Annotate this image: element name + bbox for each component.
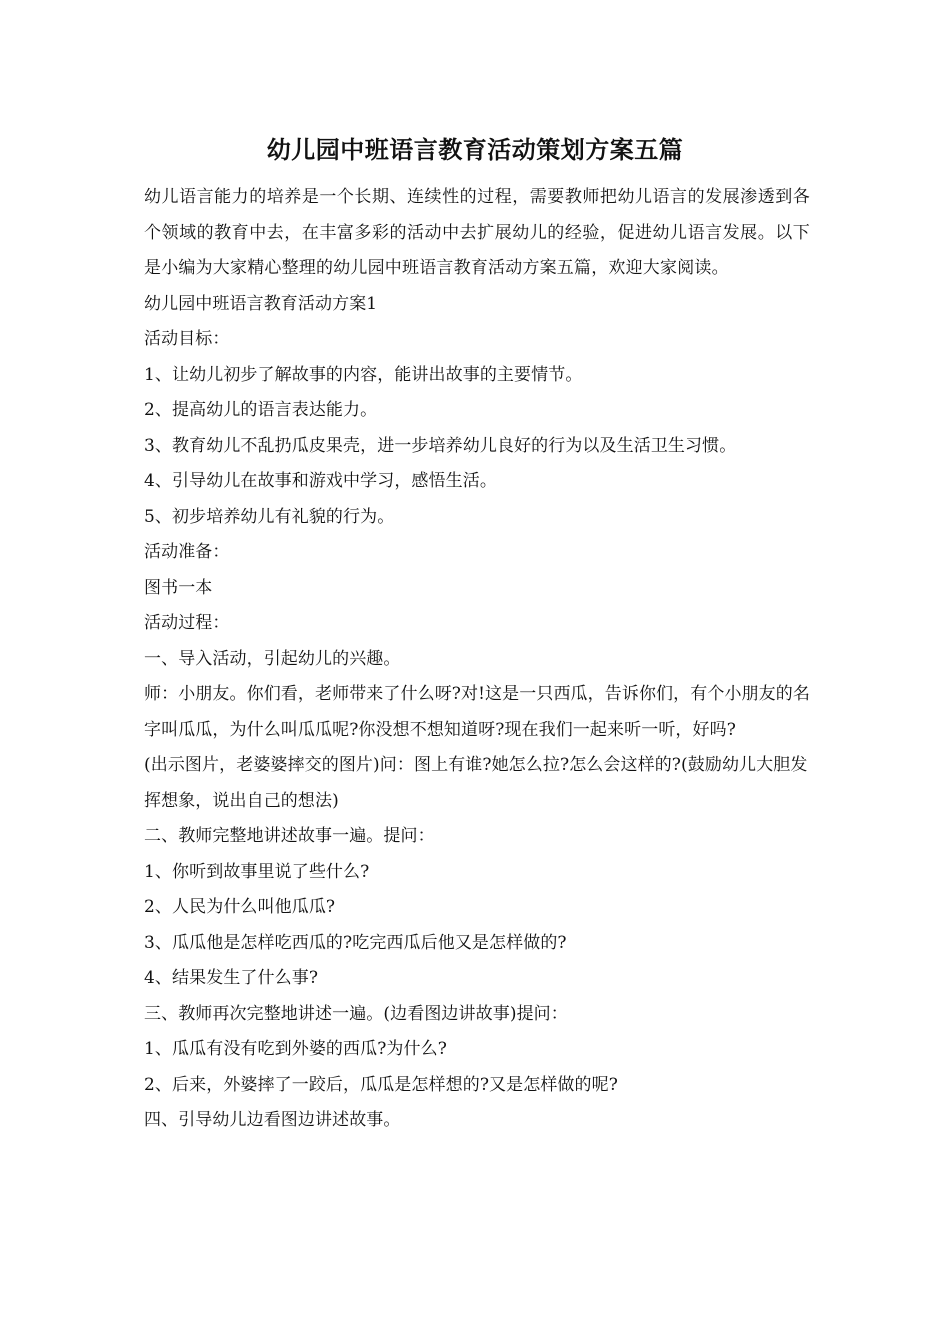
objective-item: 3、教育幼儿不乱扔瓜皮果壳，进一步培养幼儿良好的行为以及生活卫生习惯。 [144,435,737,456]
objective-item: 4、引导幼儿在故事和游戏中学习，感悟生活。 [144,471,497,491]
objective-item: 5、初步培养幼儿有礼貌的行为。 [144,506,395,527]
question-item: 3、瓜瓜他是怎样吃西瓜的?吃完西瓜后他又是怎样做的? [144,932,567,953]
process-step: 一、导入活动，引起幼儿的兴趣。 [144,648,401,669]
question-item: 2、后来，外婆摔了一跤后，瓜瓜是怎样想的?又是怎样做的呢? [144,1074,618,1095]
section-heading: 幼儿园中班语言教育活动方案1 [144,293,378,314]
process-heading: 活动过程： [144,613,230,633]
objective-item: 1、让幼儿初步了解故事的内容，能讲出故事的主要情节。 [144,364,583,385]
question-item: 1、瓜瓜有没有吃到外婆的西瓜?为什么? [144,1039,447,1059]
document-title: 幼儿园中班语言教育活动策划方案五篇 [266,135,684,164]
question-item: 2、人民为什么叫他瓜瓜? [144,897,336,917]
objective-item: 2、提高幼儿的语言表达能力。 [144,400,378,420]
question-item: 4、结果发生了什么事? [144,968,319,988]
preparation-heading: 活动准备： [144,542,230,562]
process-step: 三、教师再次完整地讲述一遍。(边看图边讲故事)提问： [144,1003,568,1024]
teacher-dialogue: 师：小朋友。你们看，老师带来了什么呀?对!这是一只西瓜，告诉你们，有个小朋友的名字叫瓜瓜，为什么叫瓜瓜呢?你没想不想知道呀?现在我们一起来听一听，好吗? [144,684,810,740]
image-question: (出示图片，老婆婆摔交的图片)问：图上有谁?她怎么拉?怎么会这样的?(鼓励幼儿大胆发挥想象，说出自己的想法) [144,755,808,811]
objectives-heading: 活动目标： [144,329,230,349]
question-item: 1、你听到故事里说了些什么? [144,861,370,882]
intro-paragraph: 幼儿语言能力的培养是一个长期、连续性的过程，需要教师把幼儿语言的发展渗透到各个领域的教育中去，在丰富多彩的活动中去扩展幼儿的经验，促进幼儿语言发展。以下是小编为大家精心整理的幼儿园中班语言教育活动方案五篇，欢迎大家阅读。 [144,187,810,278]
document-body [144,180,810,1139]
process-step: 二、教师完整地讲述故事一遍。提问： [144,826,435,846]
preparation-item: 图书一本 [144,577,213,598]
process-step: 四、引导幼儿边看图边讲述故事。 [144,1110,401,1130]
